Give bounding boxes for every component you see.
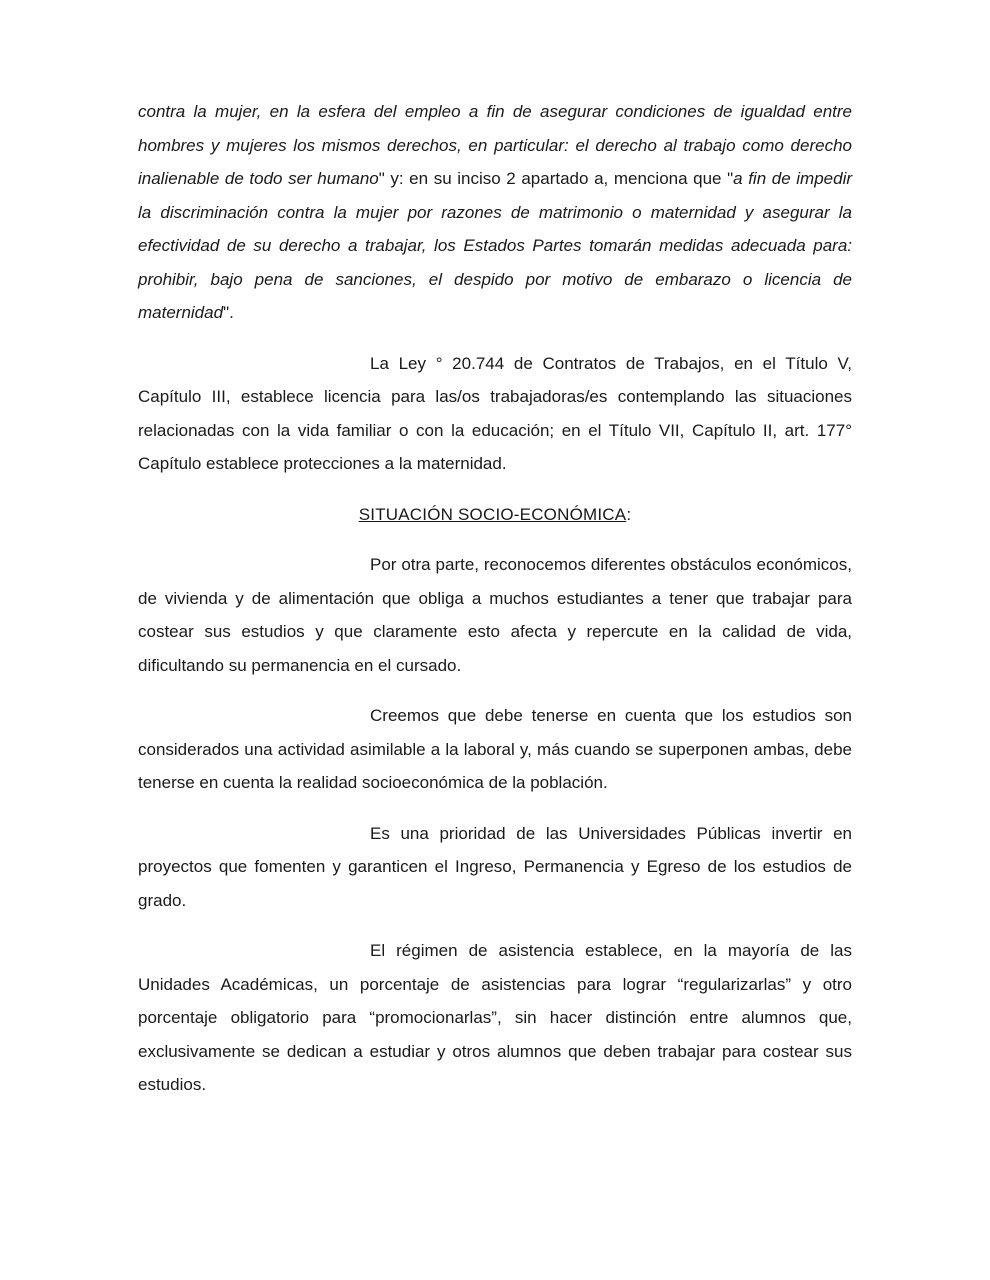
paragraph-prioridad-universidades: Es una prioridad de las Universidades Públicas invertir en proyectos que fomenten y garanticen el Ingreso, Permanencia y Egreso de los estudios de grado. [138,823,852,910]
paragraph-regimen-asistencia: El régimen de asistencia establece, en la mayoría de las Unidades Académicas, un porcentaje de asistencias para lograr “regularizarlas” y otro porcentaje obligatorio para “promocionarlas”, sin hacer distinción entre alumnos que, exclusivamente se dedican a estudiar y otros alumnos que deben trabajar para costear sus estudios. [138,941,852,1094]
quoted-text-italic-1: contra la mujer, en la esfera del empleo a fin de asegurar condiciones de igualdad entre hombres y mujeres los mismos derechos, en particular: el derecho al trabajo como derecho inalienable de todo ser humano [138,102,852,188]
section-heading-text: SITUACIÓN SOCIO-ECONÓMICA [358,504,627,524]
paragraph-law-quote [138,95,852,330]
quoted-text-italic-2: a fin de impedir la discriminación contra la mujer por razones de matrimonio o maternidad y asegurar la efectividad de su derecho a trabajar, los Estados Partes tomarán medidas adecuada para: prohibir, bajo pena de sanciones, el despido por motivo de embarazo o licencia de maternidad [138,169,853,322]
paragraph-estudios-actividad-laboral: Creemos que debe tenerse en cuenta que los estudios son considerados una actividad asimilable a la laboral y, más cuando se superponen ambas, debe tenerse en cuenta la realidad socioeconómica de la población. [138,706,852,792]
paragraph-ley-20744: La Ley ° 20.744 de Contratos de Trabajos, en el Título V, Capítulo III, establece licencia para las/os trabajadoras/es contemplando las situaciones relacionadas con la vida familiar o con la educación; en el Título VII, Capítulo II, art. 177° Capítulo establece protecciones a la maternidad. [138,353,852,473]
connector-text: " y: en su inciso 2 apartado a, menciona que " [378,169,734,188]
closing-quote-text: ". [223,303,234,322]
section-heading [138,498,852,532]
section-heading-colon: : [626,504,632,524]
paragraph-obstaculos-economicos: Por otra parte, reconocemos diferentes obstáculos económicos, de vivienda y de alimentación que obliga a muchos estudiantes a tener que trabajar para costear sus estudios y que claramente esto afecta y repercute en la calidad de vida, dificultando su permanencia en el cursado. [138,555,852,675]
